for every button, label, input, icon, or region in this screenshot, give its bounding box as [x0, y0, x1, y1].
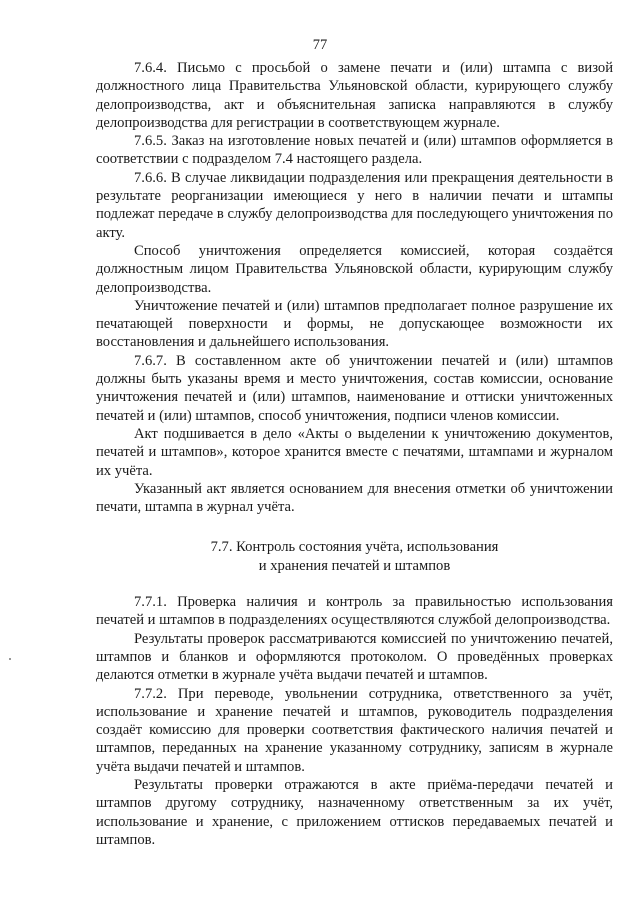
paragraph-7-6-7: 7.6.7. В составленном акте об уничтожении печатей и (или) штампов должны быть указаны время и место уничтожения, состав комиссии, основание уничтожения печатей и (или) штампов, наименование и оттиски уничтоженных печатей и (или) штампов, способ уничтожения, подписи членов комиссии. — [96, 352, 613, 424]
section-heading-line-2: и хранения печатей и штампов — [258, 557, 451, 574]
paragraph-check-results: Результаты проверок рассматриваются комиссией по уничтожению печатей, штампов и бланков и оформляются протоколом. О проведённых проверках делаются отметки в журнале учёта выдачи печатей и штампов. — [96, 630, 613, 684]
paragraph-destruction-description: Уничтожение печатей и (или) штампов предполагает полное разрушение их печатающей поверхности и формы, не допускающее возможности их восстановления и дальнейшего использования. — [96, 297, 613, 351]
paragraph-7-6-6: 7.6.6. В случае ликвидации подразделения или прекращения деятельности в результате реорганизации имеющиеся у него в наличии печати и штампы подлежат передаче в службу делопроизводства для последующего уничтожения по акту. — [96, 169, 613, 241]
document-body — [96, 59, 613, 849]
paragraph-7-7-2: 7.7.2. При переводе, увольнении сотрудника, ответственного за учёт, использование и хранение печатей и штампов, руководитель подразделения создаёт комиссию для проверки соответствия фактического наличия печатей и штампов, переданных на хранение указанному сотруднику, записям в журнале учёта выдачи печатей и штампов. — [96, 685, 613, 775]
paragraph-7-6-4: 7.6.4. Письмо с просьбой о замене печати и (или) штампа с визой должностного лица Правительства Ульяновской области, курирующего службу делопроизводства, акт и объяснительная записка направляются в службу делопроизводства для регистрации в соответствующем журнале. — [96, 60, 613, 131]
paragraph-handover-act: Результаты проверки отражаются в акте приёма-передачи печатей и штампов другому сотруднику, назначенному ответственным за их учёт, использование и хранение, с приложением оттисков передаваемых печатей и штампов. — [96, 776, 613, 848]
paragraph-act-filing: Акт подшивается в дело «Акты о выделении к уничтожению документов, печатей и штампов», которое хранится вместе с печатями, штампами и журналом их учёта. — [96, 425, 613, 479]
section-heading-7-7 — [96, 538, 613, 575]
paragraph-7-7-1: 7.7.1. Проверка наличия и контроль за правильностью использования печатей и штампов в подразделениях осуществляются службой делопроизводства. — [96, 594, 613, 629]
paragraph-act-basis: Указанный акт является основанием для внесения отметки об уничтожении печати, штампа в журнал учёта. — [96, 480, 613, 516]
page-number: 77 — [312, 37, 328, 53]
paragraph-7-6-5: 7.6.5. Заказ на изготовление новых печатей и (или) штампов оформляется в соответствии с подразделом 7.4 настоящего раздела. — [96, 133, 613, 168]
scan-speck — [9, 658, 11, 660]
section-heading-line-1: 7.7. Контроль состояния учёта, использования — [210, 539, 499, 556]
paragraph-destruction-method: Способ уничтожения определяется комиссией, которая создаётся должностным лицом Правительства Ульяновской области, курирующим службу делопроизводства. — [96, 242, 613, 296]
